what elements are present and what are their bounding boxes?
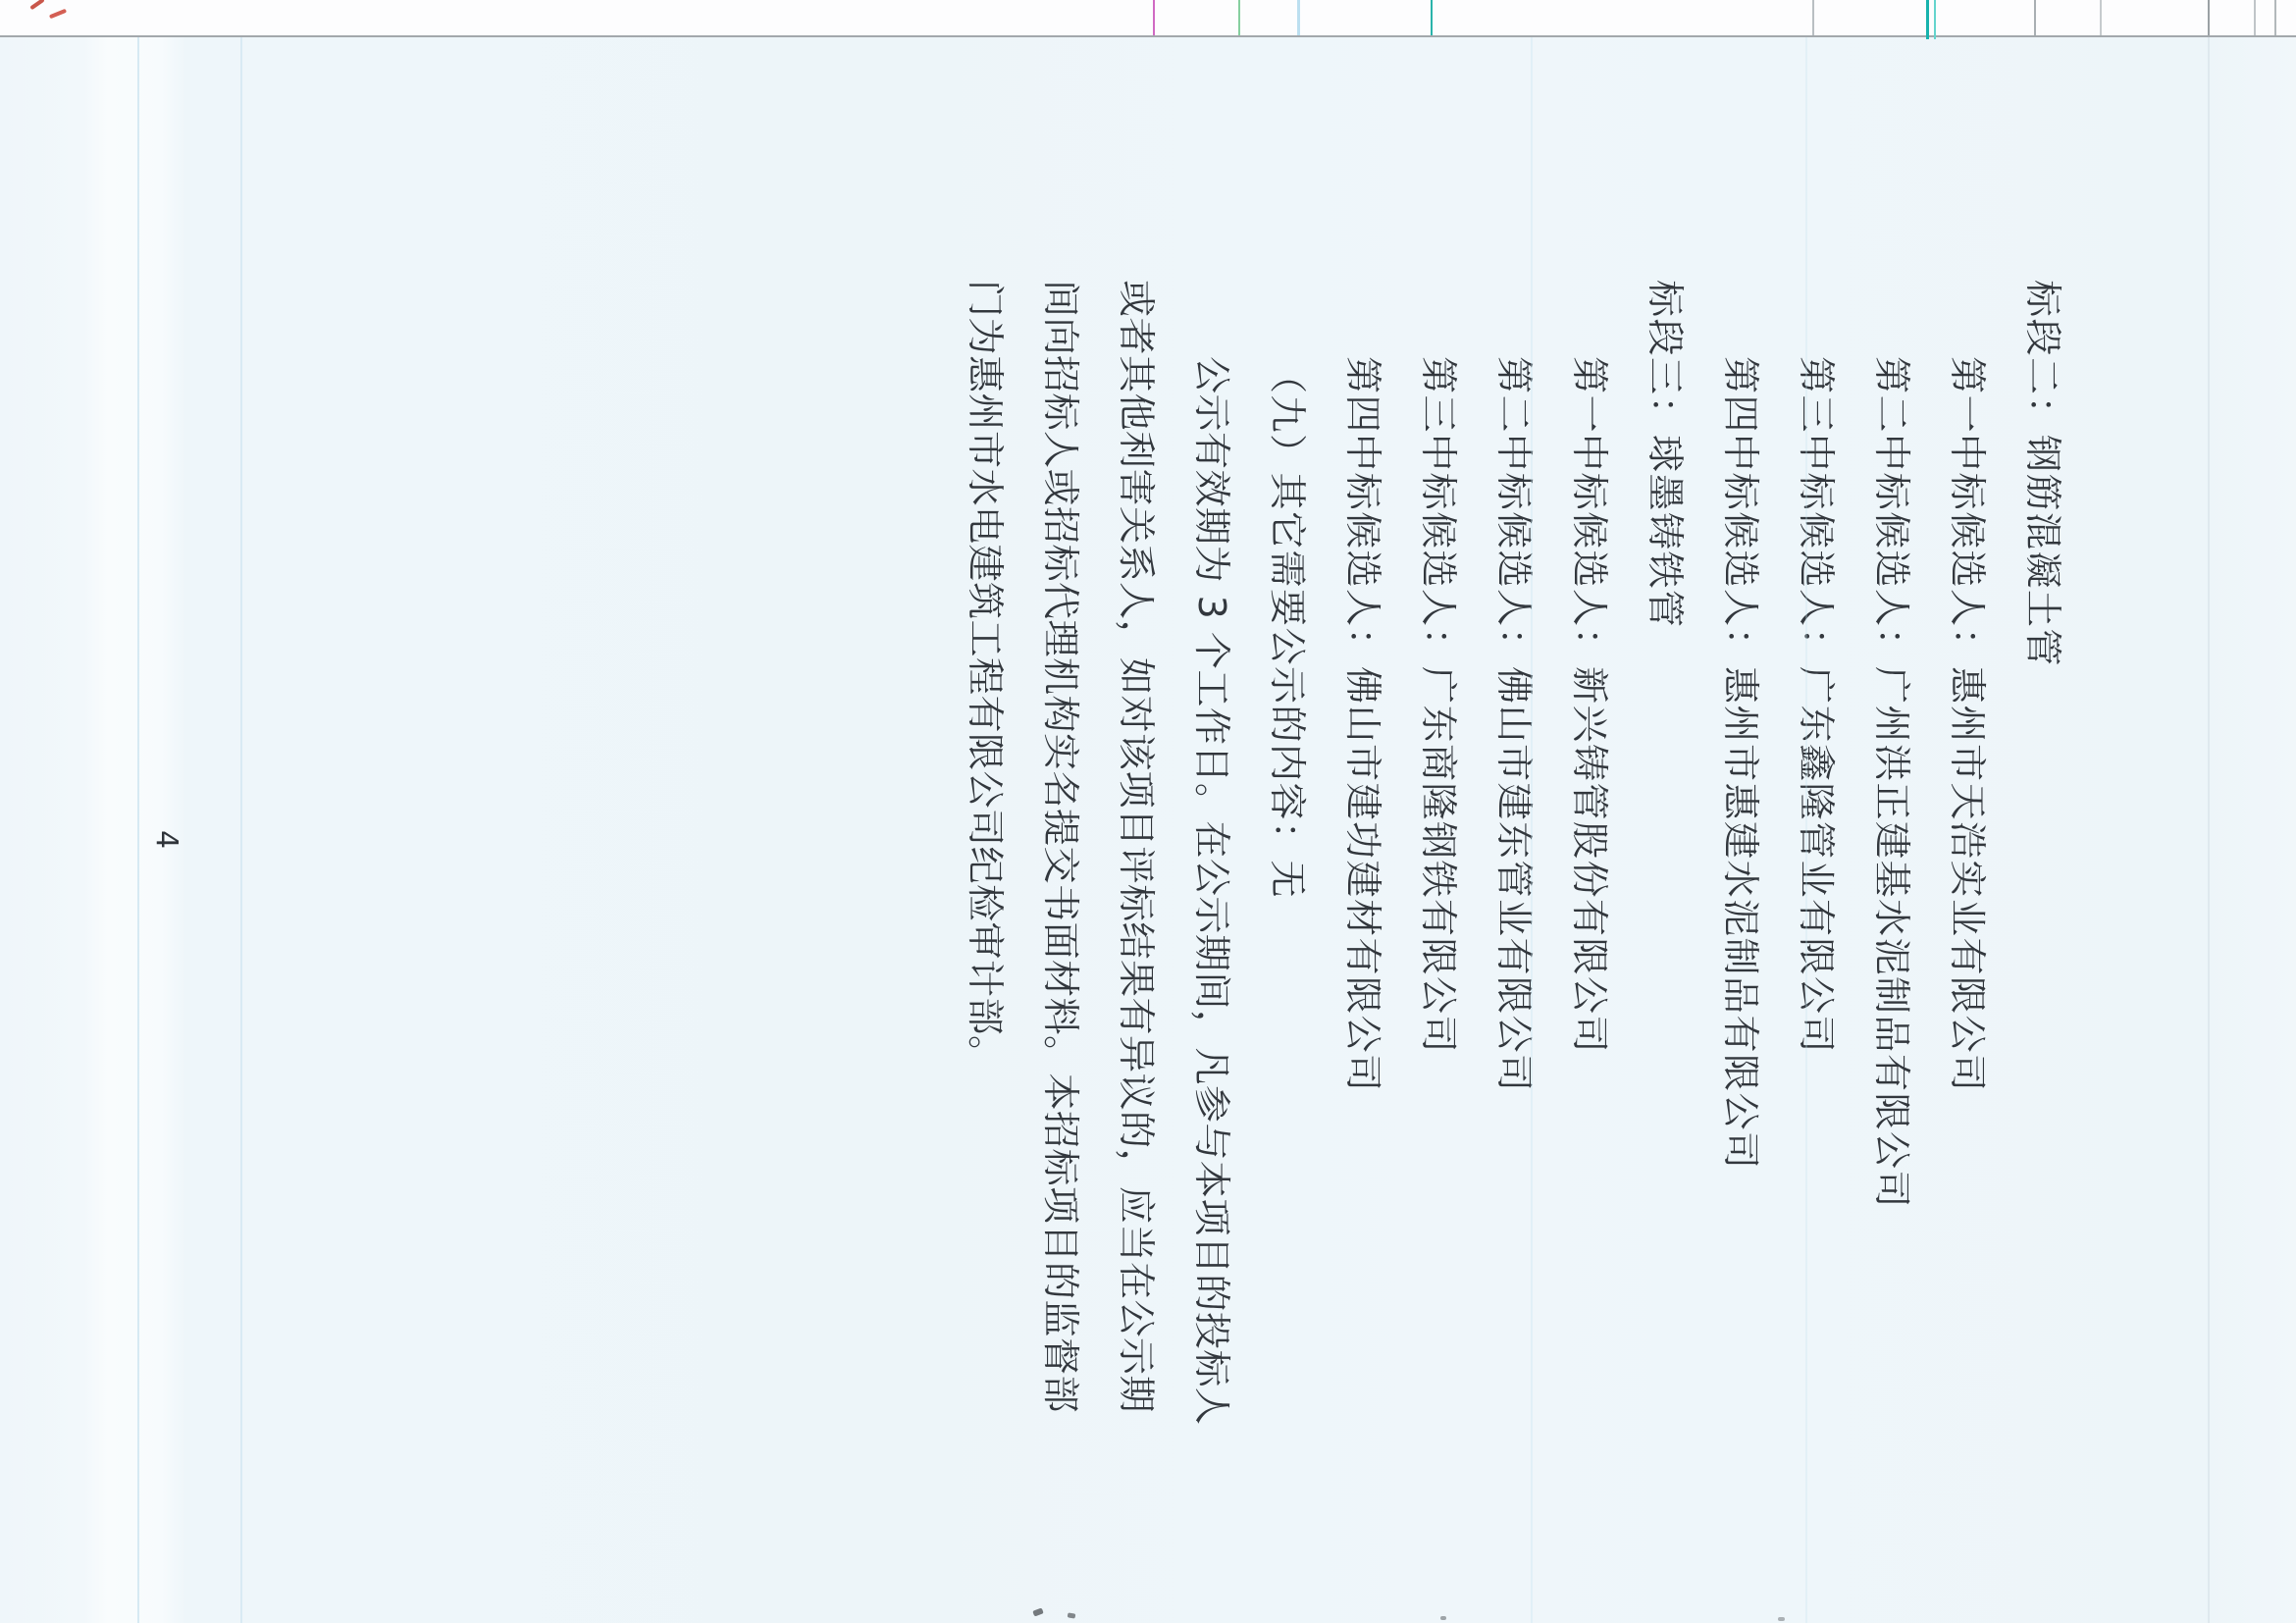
scanner-streak-line — [2208, 37, 2210, 1623]
scanner-tick-line — [1238, 0, 1240, 35]
paper-edge-line — [0, 35, 2296, 37]
document-line: 标段二：钢筋混凝土管 — [2021, 280, 2064, 668]
document-line: 第一中标候选人：惠州市天浩实业有限公司 — [1946, 356, 1989, 1093]
scanner-tick-line — [2034, 0, 2036, 35]
scanner-tick-line — [1431, 0, 1433, 35]
scanner-tick-line — [1153, 0, 1155, 35]
scanner-tick-line — [2254, 0, 2256, 35]
page-number: 4 — [149, 830, 183, 850]
document-line: 第四中标候选人：佛山市建功建材有限公司 — [1341, 356, 1384, 1093]
scanner-streak-line — [1805, 37, 1807, 1623]
scanner-tick-line — [2274, 0, 2276, 35]
document-line: 第三中标候选人：广东商隆钢铁有限公司 — [1417, 356, 1460, 1055]
document-line: 公示有效期为 3 个工作日。在公示期间，凡参与本项目的投标人 — [1190, 356, 1233, 1426]
document-line: 或者其他利害关系人，如对该项目评标结果有异议的，应当在公示期 — [1115, 280, 1158, 1414]
paper-background — [0, 37, 2296, 1623]
scanner-tick-line — [1812, 0, 1814, 35]
scanner-tick-line — [2100, 0, 2102, 35]
scanner-tick-line — [2208, 0, 2210, 35]
scan-speck — [1778, 1617, 1785, 1621]
scanner-tick-line — [1926, 0, 1929, 39]
document-line: 间向招标人或招标代理机构实名提交书面材料。本招标项目的监督部 — [1039, 280, 1082, 1414]
scan-speck — [1440, 1616, 1446, 1620]
document-text-block — [932, 280, 2080, 1426]
document-line: 第二中标候选人：佛山市建东管业有限公司 — [1492, 356, 1536, 1093]
document-line: 门为惠州市水电建筑工程有限公司纪检审计部。 — [964, 280, 1007, 1073]
scanner-tick-line — [1934, 0, 1936, 39]
document-line: （九）其它需要公示的内容：无 — [1266, 356, 1309, 900]
scanner-streak-line — [1531, 37, 1533, 1623]
scanner-streak-line — [240, 37, 242, 1623]
document-line: 标段三：球墨铸铁管 — [1644, 280, 1687, 629]
document-line: 第三中标候选人：广东鑫隆管业有限公司 — [1795, 356, 1838, 1055]
scanner-edge-strip — [0, 0, 2296, 35]
scanner-tick-line — [1297, 0, 1300, 35]
document-line: 第四中标候选人：惠州市惠建水泥制品有限公司 — [1719, 356, 1762, 1171]
document-line: 第二中标候选人：广州洪正建基水泥制品有限公司 — [1870, 356, 1913, 1210]
document-line: 第一中标候选人：新兴铸管股份有限公司 — [1568, 356, 1611, 1055]
scanner-streak-line — [137, 37, 139, 1623]
